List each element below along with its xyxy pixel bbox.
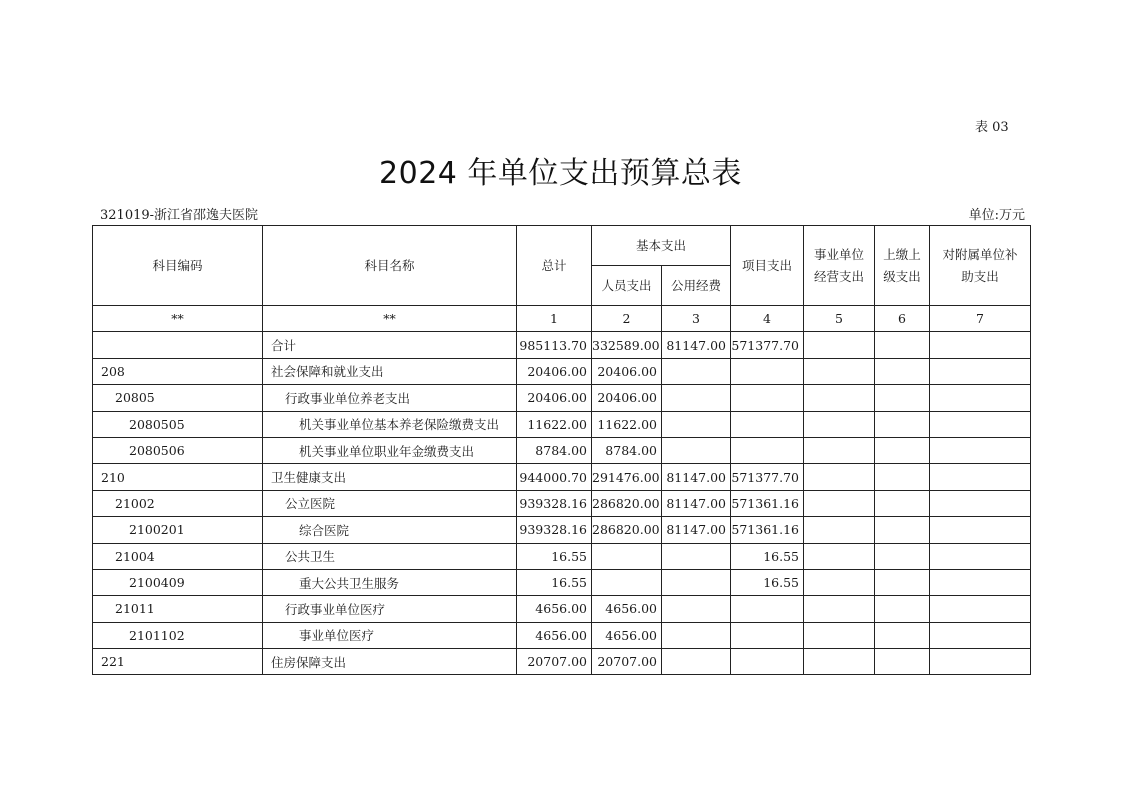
subsidy-cell [930, 543, 1031, 569]
business-cell [804, 622, 875, 648]
subject-name-cell: 机关事业单位职业年金缴费支出 [263, 437, 517, 463]
upper-cell [875, 385, 930, 411]
table-body [93, 306, 1031, 675]
index-cell: 2 [592, 306, 662, 332]
subject-name-cell: 综合医院 [263, 517, 517, 543]
business-cell [804, 490, 875, 516]
public-expense-cell: 81147.00 [662, 464, 731, 490]
table-row [93, 464, 1031, 490]
upper-cell [875, 649, 930, 675]
subject-code-cell: 21011 [93, 596, 263, 622]
table-number: 表 03 [975, 120, 1009, 135]
public-expense-cell [662, 385, 731, 411]
table-row [93, 622, 1031, 648]
header-business: 事业单位经营支出 [804, 226, 875, 306]
personnel-cell: 8784.00 [592, 437, 662, 463]
subject-code-cell: 208 [93, 358, 263, 384]
table-row [93, 569, 1031, 595]
personnel-cell: 4656.00 [592, 596, 662, 622]
total-cell: 20406.00 [517, 358, 592, 384]
project-cell: 571361.16 [731, 517, 804, 543]
subsidy-cell [930, 490, 1031, 516]
subject-name-cell: 行政事业单位医疗 [263, 596, 517, 622]
subject-code-cell: 2100409 [93, 569, 263, 595]
personnel-cell: 4656.00 [592, 622, 662, 648]
public-expense-cell: 81147.00 [662, 332, 731, 358]
subsidy-cell [930, 569, 1031, 595]
project-cell: 571361.16 [731, 490, 804, 516]
personnel-cell: 20406.00 [592, 358, 662, 384]
subject-name-cell: 事业单位医疗 [263, 622, 517, 648]
subject-code-cell [93, 332, 263, 358]
subject-name-cell: 社会保障和就业支出 [263, 358, 517, 384]
table-row [93, 332, 1031, 358]
subject-code-cell: 2080506 [93, 437, 263, 463]
subsidy-cell [930, 622, 1031, 648]
total-cell: 939328.16 [517, 490, 592, 516]
subsidy-cell [930, 649, 1031, 675]
header-name: 科目名称 [263, 226, 517, 306]
upper-cell [875, 543, 930, 569]
personnel-cell: 332589.00 [592, 332, 662, 358]
project-cell: 571377.70 [731, 332, 804, 358]
total-cell: 4656.00 [517, 596, 592, 622]
total-cell: 16.55 [517, 569, 592, 595]
table-row [93, 490, 1031, 516]
index-cell: 7 [930, 306, 1031, 332]
public-expense-cell [662, 569, 731, 595]
subject-code-cell: 20805 [93, 385, 263, 411]
subsidy-cell [930, 332, 1031, 358]
total-cell: 4656.00 [517, 622, 592, 648]
header-project: 项目支出 [731, 226, 804, 306]
project-cell [731, 358, 804, 384]
upper-cell [875, 622, 930, 648]
public-expense-cell [662, 596, 731, 622]
table-row [93, 411, 1031, 437]
header-upper: 上缴上级支出 [875, 226, 930, 306]
total-cell: 939328.16 [517, 517, 592, 543]
index-cell: 1 [517, 306, 592, 332]
table-row [93, 437, 1031, 463]
header-personnel: 人员支出 [592, 266, 662, 306]
subject-code-cell: 2080505 [93, 411, 263, 437]
upper-cell [875, 596, 930, 622]
header-subsidy: 对附属单位补助支出 [930, 226, 1031, 306]
personnel-cell [592, 569, 662, 595]
personnel-cell: 20707.00 [592, 649, 662, 675]
project-cell: 16.55 [731, 569, 804, 595]
index-cell: 6 [875, 306, 930, 332]
upper-cell [875, 332, 930, 358]
personnel-cell [592, 543, 662, 569]
business-cell [804, 437, 875, 463]
business-cell [804, 358, 875, 384]
header-public: 公用经费 [662, 266, 731, 306]
public-expense-cell [662, 358, 731, 384]
project-cell: 571377.70 [731, 464, 804, 490]
public-expense-cell [662, 622, 731, 648]
total-cell: 20707.00 [517, 649, 592, 675]
subject-code-cell: 21004 [93, 543, 263, 569]
business-cell [804, 385, 875, 411]
index-row [93, 306, 1031, 332]
personnel-cell: 20406.00 [592, 385, 662, 411]
total-cell: 16.55 [517, 543, 592, 569]
subject-name-cell: 行政事业单位养老支出 [263, 385, 517, 411]
subject-name-cell: 住房保障支出 [263, 649, 517, 675]
project-cell [731, 437, 804, 463]
project-cell [731, 411, 804, 437]
project-cell [731, 596, 804, 622]
index-cell: 3 [662, 306, 731, 332]
subject-name-cell: 公共卫生 [263, 543, 517, 569]
subject-code-cell: 21002 [93, 490, 263, 516]
subject-code-cell: 221 [93, 649, 263, 675]
subsidy-cell [930, 437, 1031, 463]
business-cell [804, 517, 875, 543]
header-total: 总计 [517, 226, 592, 306]
total-cell: 20406.00 [517, 385, 592, 411]
page-title: 2024 年单位支出预算总表 [379, 156, 742, 191]
public-expense-cell [662, 437, 731, 463]
subject-code-cell: 2100201 [93, 517, 263, 543]
total-cell: 944000.70 [517, 464, 592, 490]
subsidy-cell [930, 517, 1031, 543]
personnel-cell: 291476.00 [592, 464, 662, 490]
subject-name-cell: 卫生健康支出 [263, 464, 517, 490]
business-cell [804, 411, 875, 437]
public-expense-cell [662, 649, 731, 675]
total-cell: 11622.00 [517, 411, 592, 437]
table-row [93, 596, 1031, 622]
table-row [93, 649, 1031, 675]
header-basic: 基本支出 [592, 226, 731, 266]
subsidy-cell [930, 411, 1031, 437]
unit-label: 单位:万元 [968, 208, 1025, 223]
business-cell [804, 649, 875, 675]
public-expense-cell [662, 543, 731, 569]
upper-cell [875, 490, 930, 516]
index-cell: 4 [731, 306, 804, 332]
upper-cell [875, 569, 930, 595]
index-cell: 5 [804, 306, 875, 332]
subject-name-cell: 重大公共卫生服务 [263, 569, 517, 595]
subsidy-cell [930, 385, 1031, 411]
upper-cell [875, 437, 930, 463]
header-code: 科目编码 [93, 226, 263, 306]
total-cell: 985113.70 [517, 332, 592, 358]
table-row [93, 517, 1031, 543]
project-cell: 16.55 [731, 543, 804, 569]
subject-name-cell: 合计 [263, 332, 517, 358]
subject-code-cell: 210 [93, 464, 263, 490]
public-expense-cell: 81147.00 [662, 490, 731, 516]
index-cell: ** [263, 306, 517, 332]
upper-cell [875, 411, 930, 437]
public-expense-cell [662, 411, 731, 437]
public-expense-cell: 81147.00 [662, 517, 731, 543]
upper-cell [875, 464, 930, 490]
subsidy-cell [930, 358, 1031, 384]
business-cell [804, 332, 875, 358]
budget-table [92, 225, 1031, 675]
business-cell [804, 596, 875, 622]
upper-cell [875, 358, 930, 384]
personnel-cell: 286820.00 [592, 517, 662, 543]
business-cell [804, 569, 875, 595]
subject-code-cell: 2101102 [93, 622, 263, 648]
project-cell [731, 649, 804, 675]
personnel-cell: 11622.00 [592, 411, 662, 437]
project-cell [731, 385, 804, 411]
index-cell: ** [93, 306, 263, 332]
table-row [93, 358, 1031, 384]
project-cell [731, 622, 804, 648]
upper-cell [875, 517, 930, 543]
organization-name: 321019-浙江省邵逸夫医院 [100, 208, 259, 223]
table-row [93, 385, 1031, 411]
subsidy-cell [930, 464, 1031, 490]
table-row [93, 543, 1031, 569]
subject-name-cell: 机关事业单位基本养老保险缴费支出 [263, 411, 517, 437]
subsidy-cell [930, 596, 1031, 622]
total-cell: 8784.00 [517, 437, 592, 463]
business-cell [804, 464, 875, 490]
personnel-cell: 286820.00 [592, 490, 662, 516]
business-cell [804, 543, 875, 569]
subject-name-cell: 公立医院 [263, 490, 517, 516]
